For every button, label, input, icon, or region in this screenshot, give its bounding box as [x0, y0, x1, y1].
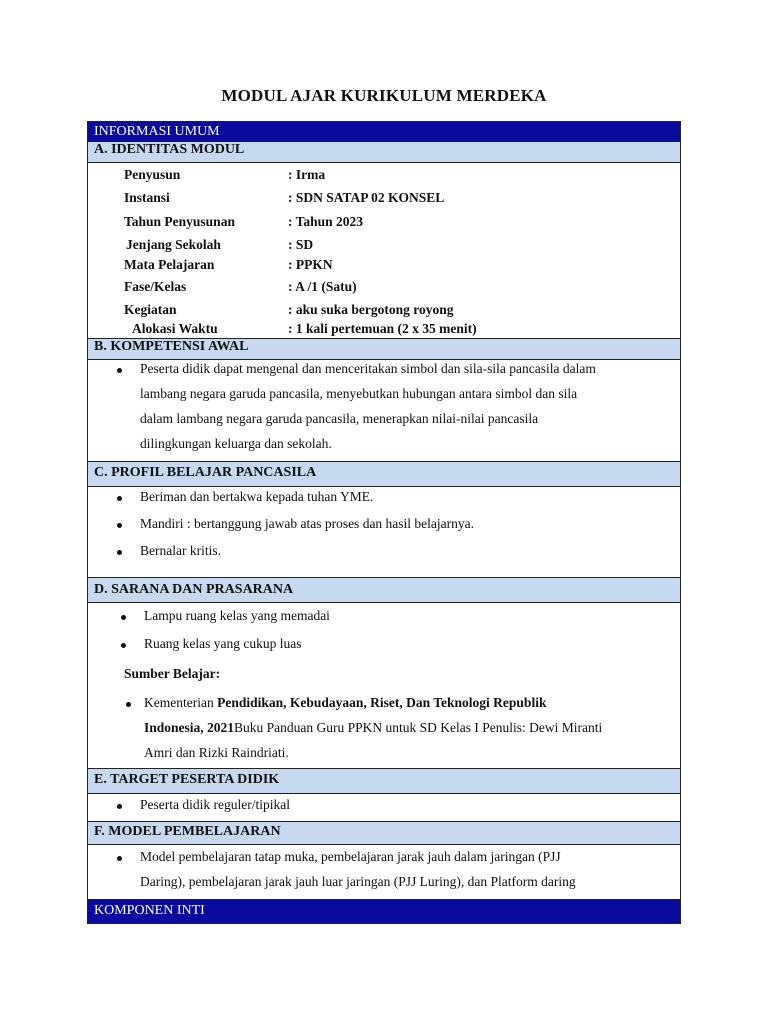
kompetensi-line-2: lambang negara garuda pancasila, menyebutkan hubungan antara simbol dan sila [140, 386, 578, 401]
profil-item-1: Beriman dan bertakwa kepada tuhan YME. [140, 489, 374, 504]
label-alokasi-waktu: Alokasi Waktu [132, 321, 218, 336]
label-kegiatan: Kegiatan [124, 302, 177, 317]
label-penyusun: Penyusun [124, 167, 181, 182]
kompetensi-line-1: Peserta didik dapat mengenal dan menceritakan simbol dan sila-sila pancasila dalam [140, 361, 596, 376]
bullet-icon [117, 523, 122, 528]
profil-pancasila-header: C. PROFIL BELAJAR PANCASILA [88, 461, 680, 487]
sumber-line-2 [144, 720, 602, 736]
identitas-modul-header: A. IDENTITAS MODUL [88, 142, 680, 163]
bullet-icon [117, 496, 122, 501]
value-penyusun: : Irma [288, 167, 326, 182]
value-instansi: : SDN SATAP 02 KONSEL [288, 190, 445, 205]
label-mata-pelajaran: Mata Pelajaran [124, 257, 215, 272]
value-fase-kelas: : A /1 (Satu) [288, 279, 357, 294]
profil-item-2: Mandiri : bertanggung jawab atas proses dan hasil belajarnya. [140, 516, 475, 531]
bullet-icon [117, 804, 122, 809]
bullet-icon [117, 550, 122, 555]
bullet-icon [117, 368, 122, 373]
sumber-line-1 [144, 695, 546, 711]
kompetensi-awal-section [88, 360, 680, 462]
label-jenjang-sekolah: Jenjang Sekolah [126, 237, 221, 252]
document-title: MODUL AJAR KURIKULUM MERDEKA [221, 86, 547, 105]
profil-item-3: Bernalar kritis. [140, 543, 221, 558]
value-mata-pelajaran: : PPKN [288, 257, 333, 272]
sumber-rest-2: Buku Panduan Guru PPKN untuk SD Kelas I Penulis: Dewi Miranti [234, 720, 603, 735]
bullet-icon [117, 856, 122, 861]
profil-pancasila-section [88, 487, 680, 577]
model-pembelajaran-section [88, 845, 680, 899]
target-peserta-header: E. TARGET PESERTA DIDIK [88, 768, 680, 794]
value-jenjang-sekolah: : SD [288, 237, 314, 252]
bullet-icon [121, 643, 126, 648]
sumber-prefix: Kementerian [144, 695, 218, 710]
model-line-2: Daring), pembelajaran jarak jauh luar jaringan (PJJ Luring), dan Platform daring [140, 874, 576, 889]
sumber-bold-2: Indonesia, 2021 [144, 720, 235, 735]
identitas-modul-section [88, 163, 680, 339]
sumber-belajar-label: Sumber Belajar: [124, 666, 221, 681]
model-line-1: Model pembelajaran tatap muka, pembelajaran jarak jauh dalam jaringan (PJJ [140, 849, 561, 864]
bullet-icon [126, 702, 131, 707]
label-fase-kelas: Fase/Kelas [124, 279, 187, 294]
model-pembelajaran-header: F. MODEL PEMBELAJARAN [88, 821, 680, 845]
module-table [87, 121, 681, 924]
kompetensi-line-4: dilingkungan keluarga dan sekolah. [140, 436, 332, 451]
sumber-line-3: Amri dan Rizki Raindriati. [144, 745, 289, 760]
target-item: Peserta didik reguler/tipikal [140, 797, 290, 812]
sumber-bold-1: Pendidikan, Kebudayaan, Riset, Dan Teknologi Republik [217, 695, 547, 710]
sarana-prasarana-section [88, 603, 680, 769]
value-kegiatan: : aku suka bergotong royong [288, 302, 454, 317]
kompetensi-line-3: dalam lambang negara garuda pancasila, menerapkan nilai-nilai pancasila [140, 411, 539, 426]
bullet-icon [121, 615, 126, 620]
komponen-inti-header: KOMPONEN INTI [88, 899, 680, 923]
kompetensi-awal-header: B. KOMPETENSI AWAL [88, 338, 680, 360]
sarana-item-1: Lampu ruang kelas yang memadai [144, 608, 330, 623]
sarana-item-2: Ruang kelas yang cukup luas [144, 636, 302, 651]
target-peserta-section [88, 794, 680, 821]
sarana-prasarana-header: D. SARANA DAN PRASARANA [88, 577, 680, 603]
informasi-umum-header: INFORMASI UMUM [88, 122, 680, 142]
label-tahun-penyusunan: Tahun Penyusunan [124, 214, 235, 229]
value-alokasi-waktu: : 1 kali pertemuan (2 x 35 menit) [288, 321, 477, 336]
label-instansi: Instansi [124, 190, 170, 205]
value-tahun-penyusunan: : Tahun 2023 [288, 214, 364, 229]
